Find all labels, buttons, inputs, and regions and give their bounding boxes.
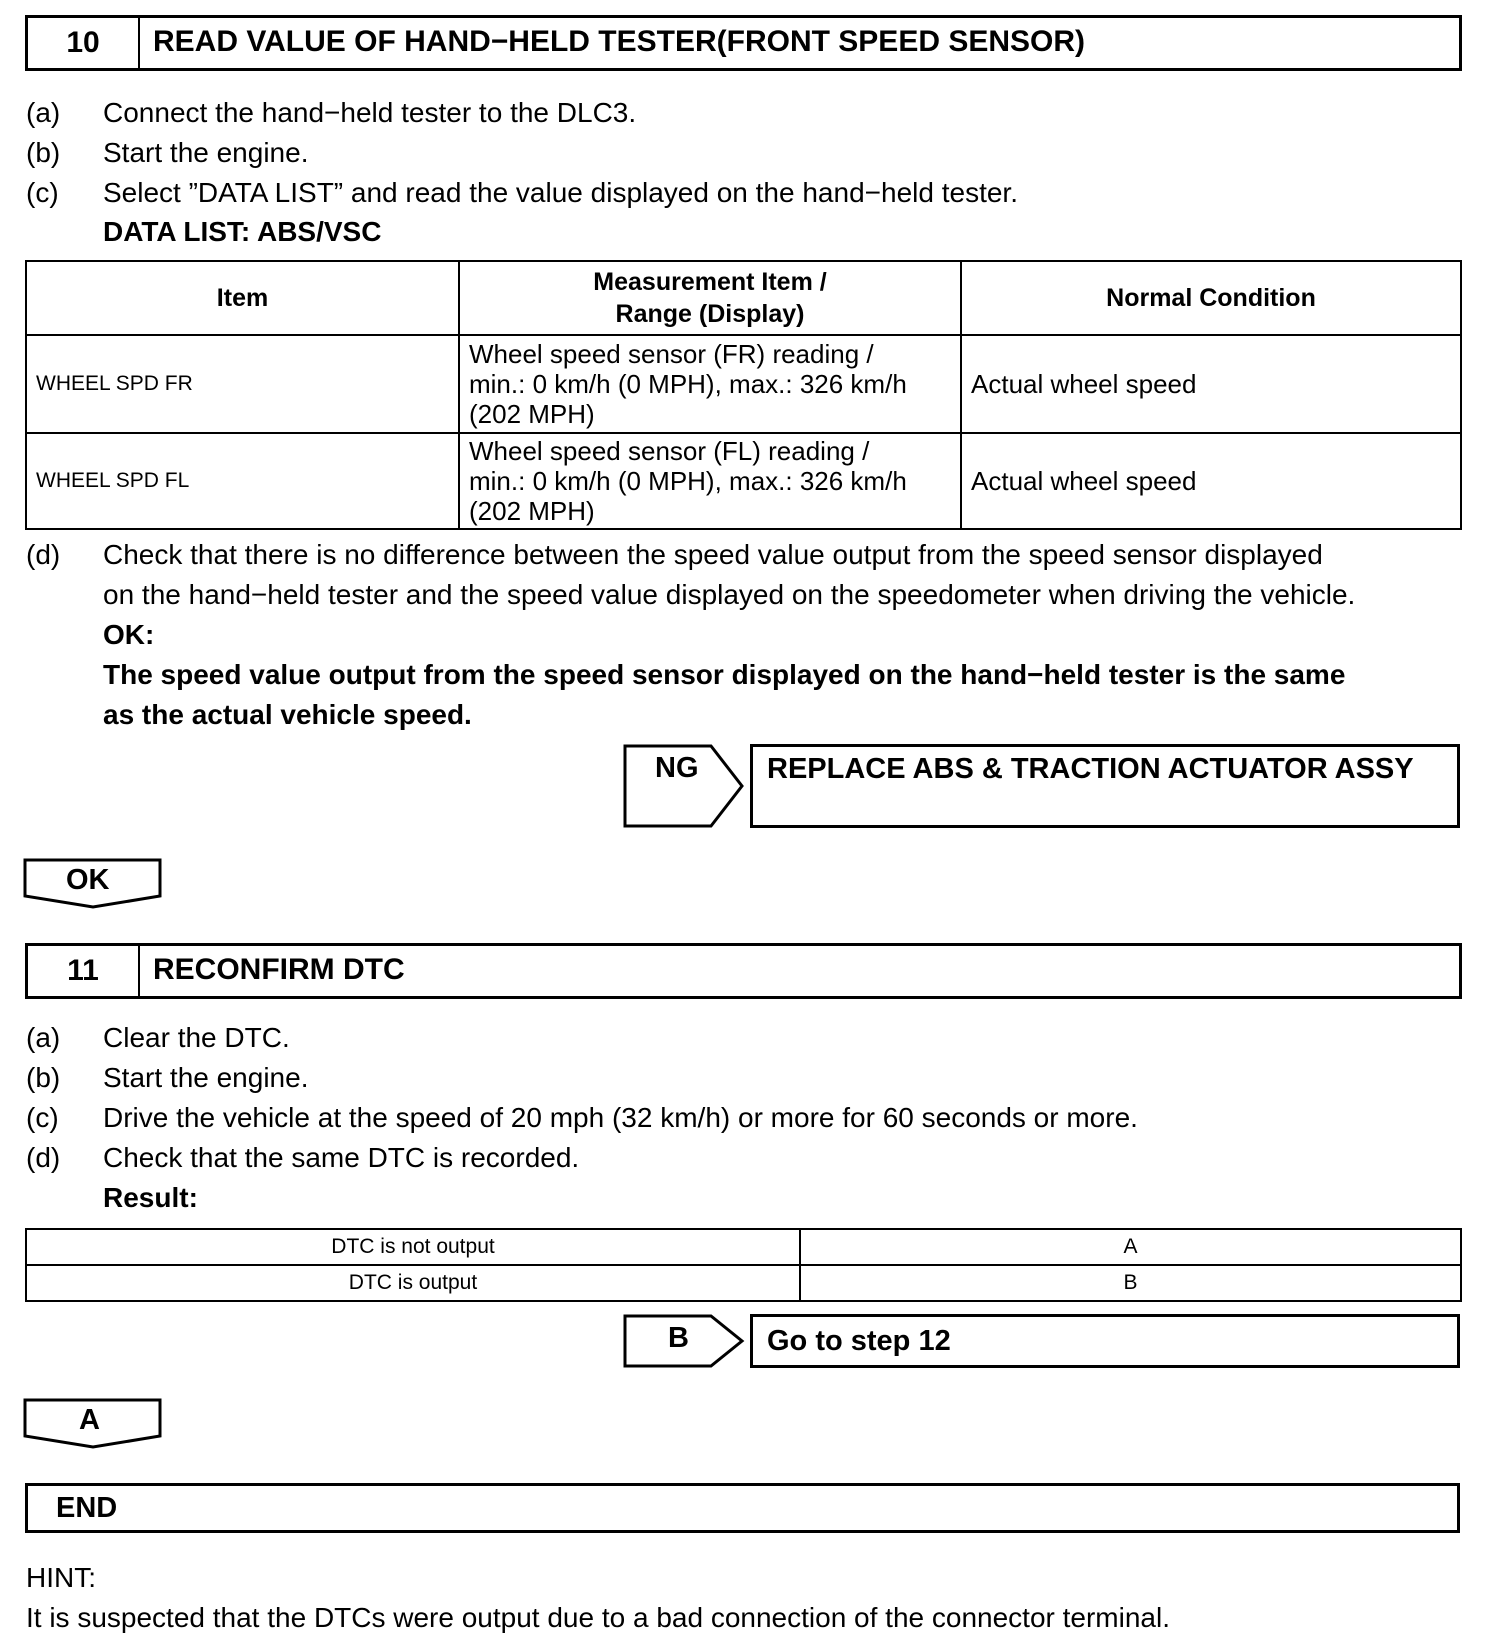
instruction-text: Start the engine.: [103, 1062, 309, 1093]
b-label: B: [668, 1322, 689, 1354]
table-row: [26, 1265, 1461, 1301]
ok-tag-label: OK: [66, 864, 110, 896]
header-item: Item: [26, 261, 459, 335]
range-line: Wheel speed sensor (FR) reading /: [469, 339, 874, 369]
range-line: Wheel speed sensor (FL) reading /: [469, 436, 870, 466]
instruction-label: (b): [26, 1062, 61, 1093]
ok-criterion-line1: The speed value output from the speed sensor displayed on the hand−held tester is the same: [103, 659, 1346, 690]
b-result-text: Go to step 12: [767, 1325, 951, 1357]
a-tag-label: A: [79, 1404, 100, 1436]
b-result-box: [750, 1314, 1460, 1368]
instruction-text: Connect the hand−held tester to the DLC3.: [103, 97, 637, 128]
instruction-label: (d): [26, 539, 61, 570]
range-line: (202 MPH): [469, 399, 595, 429]
header-measurement-line2: Range (Display): [615, 300, 805, 328]
instruction-d-cont: on the hand−held tester and the speed value displayed on the speedometer when driving the vehicle.: [103, 579, 1356, 610]
range-line: (202 MPH): [469, 496, 595, 526]
data-list-heading: DATA LIST: ABS/VSC: [103, 216, 382, 247]
result-table: [25, 1228, 1462, 1302]
table-row: [26, 1229, 1461, 1265]
ng-tag: [623, 744, 745, 828]
header-normal-condition: Normal Condition: [961, 261, 1461, 335]
cell-item: WHEEL SPD FL: [26, 433, 459, 529]
step-10-header: [25, 15, 1462, 71]
instruction-text: Check that there is no difference between the speed value output from the speed sensor displayed: [103, 539, 1323, 570]
instruction-label: (a): [26, 97, 61, 128]
header-measurement: [459, 261, 961, 335]
range-line: min.: 0 km/h (0 MPH), max.: 326 km/h: [469, 369, 907, 399]
end-label: END: [56, 1492, 118, 1524]
ng-result-text: REPLACE ABS & TRACTION ACTUATOR ASSY: [767, 753, 1414, 785]
instruction-text: Select ”DATA LIST” and read the value displayed on the hand−held tester.: [103, 177, 1018, 208]
step-number: 11: [28, 946, 140, 996]
header-measurement-line1: Measurement Item /: [593, 268, 827, 296]
instruction-text: Check that the same DTC is recorded.: [103, 1142, 580, 1173]
ng-result-box: [750, 744, 1460, 828]
instruction-text: Start the engine.: [103, 137, 309, 168]
end-box: [25, 1483, 1460, 1533]
cell-condition: DTC is not output: [26, 1229, 800, 1265]
cell-code: B: [800, 1265, 1461, 1301]
cell-normal: Actual wheel speed: [961, 433, 1461, 529]
cell-condition: DTC is output: [26, 1265, 800, 1301]
instruction-text: Clear the DTC.: [103, 1022, 290, 1053]
ng-label: NG: [655, 752, 699, 784]
hint-label: HINT:: [26, 1562, 96, 1593]
cell-range: [459, 335, 961, 433]
result-label: Result:: [103, 1182, 198, 1213]
ok-tag: [23, 858, 163, 910]
step-title: RECONFIRM DTC: [153, 953, 405, 986]
table-row: [26, 433, 1461, 529]
b-tag: [623, 1314, 745, 1368]
instruction-label: (b): [26, 137, 61, 168]
ok-criterion-line2: as the actual vehicle speed.: [103, 699, 472, 730]
cell-code: A: [800, 1229, 1461, 1265]
instruction-text: Drive the vehicle at the speed of 20 mph (32 km/h) or more for 60 seconds or more.: [103, 1102, 1138, 1133]
data-list-table: [25, 260, 1462, 530]
cell-normal: Actual wheel speed: [961, 335, 1461, 433]
table-row: [26, 335, 1461, 433]
instruction-label: (c): [26, 177, 59, 208]
step-11-header: [25, 943, 1462, 999]
a-tag: [23, 1398, 163, 1450]
instruction-label: (a): [26, 1022, 61, 1053]
hint-text: It is suspected that the DTCs were output due to a bad connection of the connector terminal.: [26, 1602, 1170, 1633]
cell-range: [459, 433, 961, 529]
cell-item: WHEEL SPD FR: [26, 335, 459, 433]
instruction-label: (d): [26, 1142, 61, 1173]
table-header-row: [26, 261, 1461, 335]
step-title: READ VALUE OF HAND−HELD TESTER(FRONT SPEED SENSOR): [153, 25, 1086, 58]
range-line: min.: 0 km/h (0 MPH), max.: 326 km/h: [469, 466, 907, 496]
instruction-label: (c): [26, 1102, 59, 1133]
ok-label: OK:: [103, 619, 155, 650]
step-number: 10: [28, 18, 140, 68]
